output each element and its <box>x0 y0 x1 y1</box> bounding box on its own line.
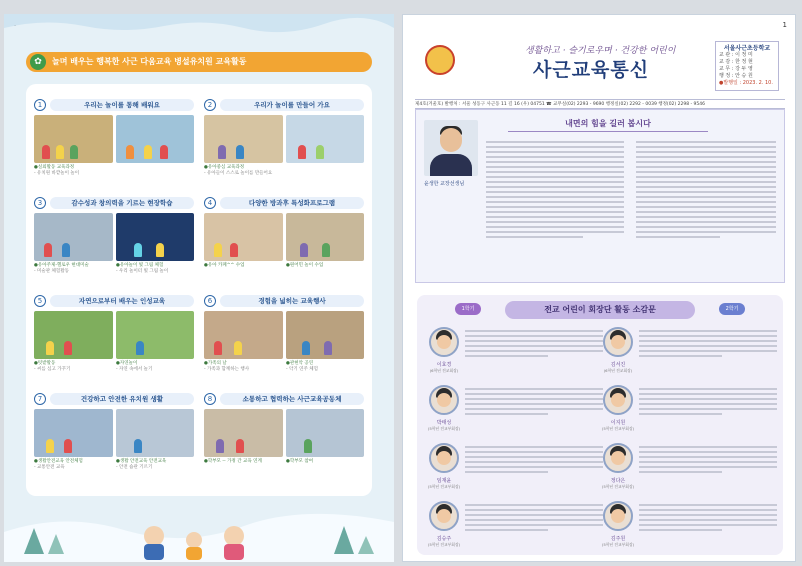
activity-card <box>34 294 194 384</box>
message-body <box>486 138 624 241</box>
banner-title: 놀며 배우는 행복한 사근 다움교육 병설유치원 교육활동 <box>52 57 247 66</box>
principal-message <box>415 109 785 283</box>
student-photo <box>603 385 633 415</box>
principal-caption: 윤생한 교장선생님 <box>424 181 465 187</box>
card-title: 경험을 넓히는 교육행사 <box>220 295 364 307</box>
card-title: 감수성과 창의력을 기르는 현장학습 <box>50 197 194 209</box>
caption: ●유아 카페^^ 수업 <box>204 263 245 268</box>
card-number: 1 <box>34 99 46 111</box>
school-info: 서울사근초등학교 교 관 : 이 정 미 교 감 : 한 정 현 교 무 : 강 두 영 행 정 : 안 승 원 ●발행일 : 2023. 2. 10. <box>715 41 779 91</box>
page-number: 1 <box>782 21 787 29</box>
activity-card <box>204 98 364 188</box>
school-emblem-icon <box>425 45 455 75</box>
card-title: 다양한 방과후 특성화프로그램 <box>220 197 364 209</box>
caption: ●실외활동 교육과정 - 유치원 바깥놀이 놀이 <box>34 165 80 176</box>
card-number: 6 <box>204 295 216 307</box>
activity-photo <box>34 311 113 359</box>
card-number: 7 <box>34 393 46 405</box>
activity-photo <box>34 115 113 163</box>
caption: ●학부모 -- 가정 간 교육 연계 <box>204 459 262 464</box>
card-number: 2 <box>204 99 216 111</box>
message-heading: 내면의 힘을 길러 봅시다 <box>508 118 708 132</box>
activity-photo <box>286 213 365 261</box>
activity-card <box>34 98 194 188</box>
card-title: 우리가 놀이를 만들어 가요 <box>220 99 364 111</box>
section-title: 전교 어린이 회장단 활동 소감문 <box>505 301 695 319</box>
activity-photo <box>116 115 195 163</box>
left-page <box>4 14 394 562</box>
caption: ●관현악 공연 - 악기 연주 체험 <box>286 361 318 372</box>
student-entry: 박태성 (5학년 전교부회장) <box>429 383 604 441</box>
snow-border <box>4 14 394 54</box>
student-photo <box>429 385 459 415</box>
caption: ●유아놀이 빛 그림 체험 - 우리 놀이터 빛 그림 놀이 <box>116 263 169 274</box>
card-title: 건강하고 안전한 유치원 생활 <box>50 393 194 405</box>
masthead <box>415 37 785 99</box>
activity-photo <box>204 409 283 457</box>
student-entry: 이효경 (6학년 전교회장) <box>429 325 604 383</box>
activity-card <box>204 294 364 384</box>
winter-illustration <box>4 492 394 562</box>
caption: ●학부모 참여 <box>286 459 314 464</box>
semester-tag: 1학기 <box>455 303 481 315</box>
student-photo <box>603 501 633 531</box>
card-number: 8 <box>204 393 216 405</box>
activity-photo <box>204 115 283 163</box>
caption: ●텃밭활동 - 씨를 심고 가꾸기 <box>34 361 71 372</box>
activity-photo <box>286 409 365 457</box>
student-photo <box>429 501 459 531</box>
caption: ●생활 안전교육 안전교육 - 안전 습관 기르기 <box>116 459 167 470</box>
student-entry: 이지원 (5학년 전교부회장) <box>603 383 778 441</box>
message-body <box>636 138 776 241</box>
newsletter-title: 사근교육통신 <box>533 59 650 81</box>
activity-photo <box>34 213 113 261</box>
student-entry: 김승주 (5학년 전교부회장) <box>429 499 604 557</box>
publication-info: 제4호(겨울호) 발행처 : 서울 성동구 사근동 11 길 16 (우) 04751 ☎ 교무실(02) 2293 - 9690 행정실(02) 2292 - 0039 행정(02) 2298 - 9546 <box>415 99 785 109</box>
activity-card <box>204 392 364 482</box>
card-title: 소통하고 협력하는 사근교육공동체 <box>220 393 364 405</box>
activity-card <box>204 196 364 286</box>
card-title: 우리는 놀이를 통해 배워요 <box>50 99 194 111</box>
motto: 생활하고 · 슬기로우며 · 건강한 어린이 <box>525 46 676 56</box>
student-entry: 임재윤 (5학년 전교부회장) <box>429 441 604 499</box>
caption: ●원어민 놀이 수업 <box>286 263 324 268</box>
caption: ●생활안전교육 안전체험 - 교통안전 교육 <box>34 459 83 470</box>
right-page <box>402 14 796 562</box>
card-number: 4 <box>204 197 216 209</box>
activity-card <box>34 196 194 286</box>
activity-photo <box>204 213 283 261</box>
section-banner <box>26 52 372 72</box>
student-council-section <box>417 295 783 555</box>
activity-photo <box>286 311 365 359</box>
caption: ●유아중심 교육과정 - 유아들이 스스로 놀이를 만들어요 <box>204 165 273 176</box>
student-photo <box>603 443 633 473</box>
principal-photo <box>424 120 478 176</box>
card-number: 5 <box>34 295 46 307</box>
activity-card <box>34 392 194 482</box>
activity-photo <box>204 311 283 359</box>
activity-panel <box>26 84 372 496</box>
activity-photo <box>116 311 195 359</box>
caption: ●유아주제-헬로우 현대미술 - 미술관 체험활동 <box>34 263 89 274</box>
caption: ●가족의 날 - 가족과 함께하는 행사 <box>204 361 250 372</box>
student-entry: 김주원 (5학년 전교부회장) <box>603 499 778 557</box>
student-entry: 정다은 (5학년 전교부회장) <box>603 441 778 499</box>
card-number: 3 <box>34 197 46 209</box>
student-photo <box>603 327 633 357</box>
leaf-icon: ✿ <box>30 54 46 70</box>
student-photo <box>429 327 459 357</box>
activity-photo <box>34 409 113 457</box>
activity-photo <box>286 115 365 163</box>
activity-photo <box>116 213 195 261</box>
semester-tag: 2학기 <box>719 303 745 315</box>
activity-photo <box>116 409 195 457</box>
newsletter-spread <box>4 14 798 562</box>
card-title: 자연으로부터 배우는 인성교육 <box>50 295 194 307</box>
student-entry: 김서진 (6학년 전교회장) <box>603 325 778 383</box>
caption: ●자연놀이 - 자연 속에서 놀기 <box>116 361 153 372</box>
student-photo <box>429 443 459 473</box>
